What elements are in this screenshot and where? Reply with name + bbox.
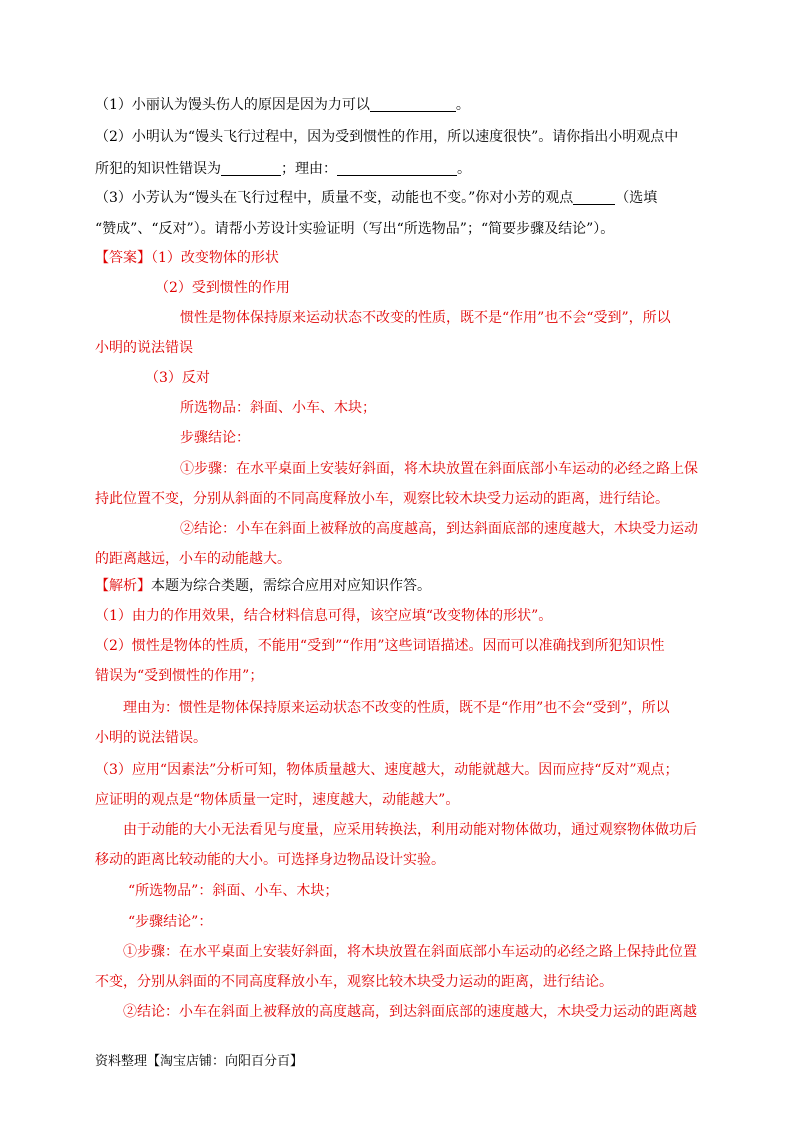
analysis-2-line-1: （2）惯性是物体的性质，不能用“受到”“作用”这些词语描述。因而可以准确找到所犯知识性 [95,638,665,654]
answer-blank [337,161,457,176]
analysis-label: 【解析】 [95,578,151,594]
analysis-items: “所选物品”：斜面、小车、木块； [128,883,339,899]
analysis-2-line-2: 错误为“受到惯性的作用”； [95,668,264,684]
analysis-1: （1）由力的作用效果，结合材料信息可得，该空应填“改变物体的形状”。 [95,608,553,624]
answer-blank [573,190,615,205]
answer-3-conclusion-line-2: 的距离越远，小车的动能越大。 [95,551,291,567]
answer-3-conclusion-line-1: ②结论：小车在斜面上被释放的高度越高，到达斜面底部的速度越大，木块受力运动 [180,521,698,537]
answer-blank [370,97,456,112]
analysis-step-line-1: ①步骤：在水平桌面上安装好斜面，将木块放置在斜面底部小车运动的必经之路上保持此位置 [123,944,697,960]
page-footer: 资料整理【淘宝店铺：向阳百分百】 [95,1054,304,1069]
answer-3-step-line-2: 持此位置不变，分别从斜面的不同高度释放小车，观察比较木块受力运动的距离，进行结论。 [95,491,669,507]
answer-3-items: 所选物品：斜面、小车、木块； [180,400,376,416]
answer-2-reason-line-2: 小明的说法错误 [95,340,193,356]
question-2-line-1: （2）小明认为“馒头飞行过程中，因为受到惯性的作用，所以速度很快”。请你指出小明观点中 [95,129,679,145]
analysis-step-line-2: 不变，分别从斜面的不同高度释放小车，观察比较木块受力运动的距离，进行结论。 [95,974,613,990]
analysis-3-line-1: （3）应用“因素法”分析可知，物体质量越大、速度越大，动能就越大。因而应持“反对”观点； [95,762,679,778]
question-3-line-2: “赞成”、“反对”）。请帮小芳设计实验证明（写出“所选物品”；“简要步骤及结论”）。 [95,221,615,237]
answer-blank [221,161,281,176]
answer-2: （2）受到惯性的作用 [155,280,290,296]
answer-3: （3）反对 [145,370,210,386]
analysis-4-line-2: 移动的距离比较动能的大小。可选择身边物品设计实验。 [95,852,445,868]
analysis-2-line-4: 小明的说法错误。 [95,730,207,746]
answer-3-steps-label: 步骤结论： [180,430,250,446]
analysis-2-line-3: 理由为：惯性是物体保持原来运动状态不改变的性质，既不是“作用”也不会“受到”，所以 [123,700,670,716]
analysis-3-line-2: 应证明的观点是“物体质量一定时，速度越大，动能越大”。 [95,792,460,808]
answer-2-reason-line-1: 惯性是物体保持原来运动状态不改变的性质，既不是“作用”也不会“受到”，所以 [180,310,671,326]
analysis-conclusion-line-1: ②结论：小车在斜面上被释放的高度越高，到达斜面底部的速度越大，木块受力运动的距离越 [123,1004,697,1020]
analysis-steps-label: “步骤结论”： [128,914,213,930]
answer-1: 【答案】（1）改变物体的形状 [95,250,279,266]
question-3-line-1: （3）小芳认为“馒头在飞行过程中，质量不变，动能也不变。”你对小芳的观点 （选填 [95,190,658,206]
question-1: （1）小丽认为馒头伤人的原因是因为力可以 。 [95,97,470,113]
answer-3-step-line-1: ①步骤：在水平桌面上安装好斜面，将木块放置在斜面底部小车运动的必经之路上保 [180,461,698,477]
analysis-4-line-1: 由于动能的大小无法看见与度量，应采用转换法，利用动能对物体做功，通过观察物体做功后 [123,822,697,838]
analysis-intro: 【解析】本题为综合类题，需综合应用对应知识作答。 [95,578,431,594]
question-2-line-2: 所犯的知识性错误为 ；理由： 。 [95,161,471,177]
